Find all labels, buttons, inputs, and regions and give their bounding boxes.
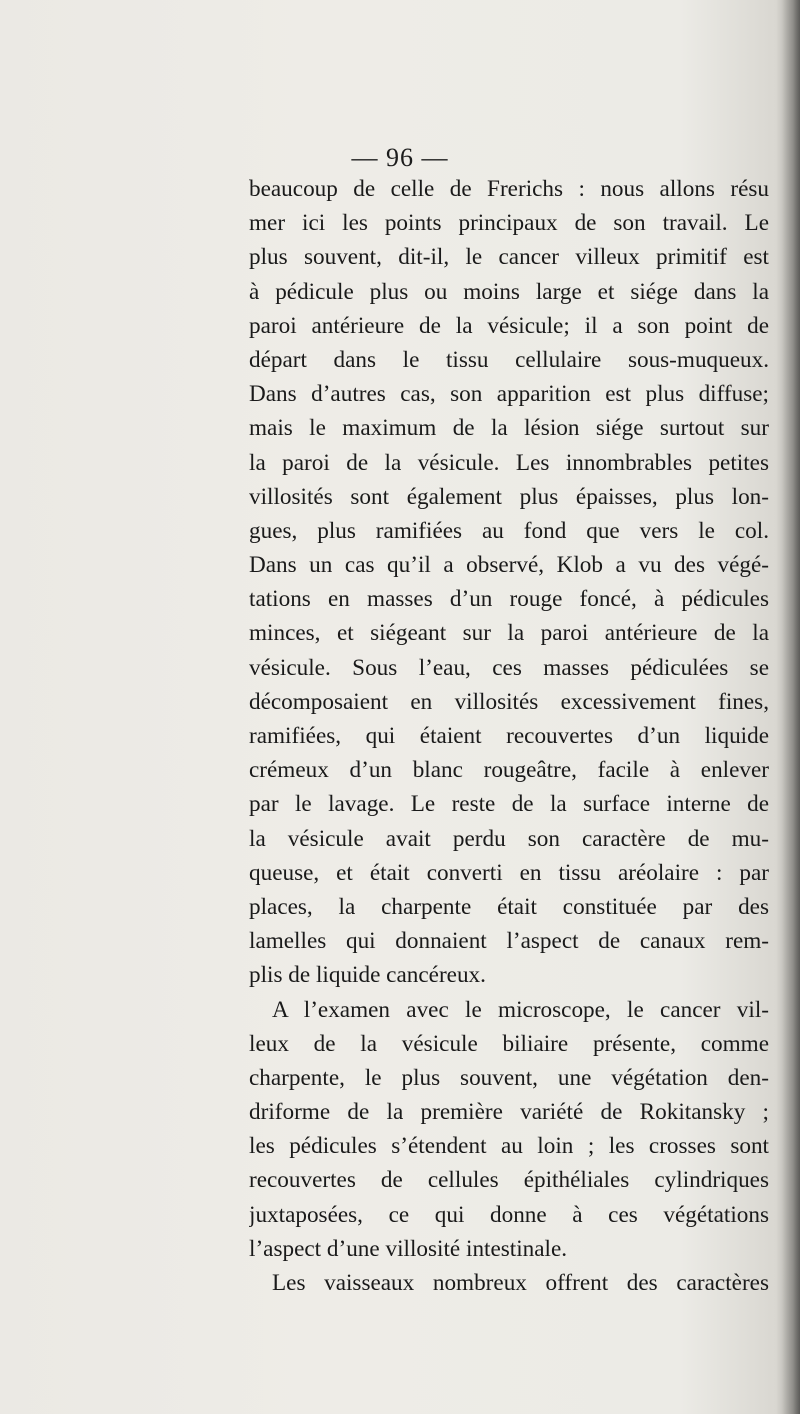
text-line: A l’examen avec le microscope, le cancer vil-	[272, 996, 769, 1023]
text-line: places, la charpente était constituée par des	[249, 893, 769, 920]
text-line: par le lavage. Le reste de la surface interne de	[249, 791, 769, 818]
text-line: lamelles qui donnaient l’aspect de canaux rem-	[249, 928, 769, 955]
text-line: la vésicule avait perdu son caractère de mu-	[249, 825, 769, 852]
text-line: minces, et siégeant sur la paroi antérieure de la	[249, 620, 769, 647]
text-line: paroi antérieure de la vésicule; il a son point de	[249, 312, 769, 339]
text-line: driforme de la première variété de Rokitansky ;	[249, 1099, 769, 1126]
text-line: mer ici les points principaux de son travail. Le	[249, 210, 769, 237]
text-line: beaucoup de celle de Frerichs : nous allons résu	[249, 176, 769, 202]
text-line: mais le maximum de la lésion siége surtout sur	[249, 415, 769, 442]
text-line: crémeux d’un blanc rougeâtre, facile à enlever	[249, 757, 769, 784]
text-line: gues, plus ramifiées au fond que vers le col.	[249, 517, 769, 544]
text-line: Les vaisseaux nombreux offrent des caractères	[272, 1270, 769, 1296]
text-line: villosités sont également plus épaisses, plus lon-	[249, 483, 769, 510]
text-line: vésicule. Sous l’eau, ces masses pédiculées se	[249, 654, 769, 681]
text-line: Dans un cas qu’il a observé, Klob a vu des végé-	[249, 552, 769, 579]
body-text	[249, 172, 769, 1300]
text-line: la paroi de la vésicule. Les innombrables petites	[249, 449, 769, 476]
text-line: queuse, et était converti en tissu aréolaire : par	[249, 859, 769, 886]
page-edge-shadow	[782, 0, 800, 1414]
text-line: décomposaient en villosités excessivement fines,	[249, 688, 769, 715]
text-line: tations en masses d’un rouge foncé, à pédicules	[249, 586, 769, 613]
text-line: plus souvent, dit-il, le cancer villeux primitif est	[249, 244, 769, 271]
text-line: l’aspect d’une villosité intestinale.	[249, 1235, 568, 1262]
text-line: Dans d’autres cas, son apparition est plus diffuse;	[249, 381, 769, 408]
text-line: leux de la vésicule biliaire présente, comme	[249, 1030, 769, 1057]
text-line: charpente, le plus souvent, une végétation den-	[249, 1064, 769, 1091]
text-line: les pédicules s’étendent au loin ; les crosses sont	[249, 1133, 769, 1160]
text-line: ramifiées, qui étaient recouvertes d’un liquide	[249, 723, 769, 749]
page-number: — 96 —	[351, 143, 449, 172]
text-line: juxtaposées, ce qui donne à ces végétations	[249, 1201, 769, 1228]
text-line: départ dans le tissu cellulaire sous-muqueux.	[249, 346, 769, 373]
text-line: recouvertes de cellules épithéliales cylindriques	[249, 1167, 769, 1194]
text-line: à pédicule plus ou moins large et siége dans la	[249, 278, 769, 305]
text-line: plis de liquide cancéreux.	[249, 962, 486, 989]
